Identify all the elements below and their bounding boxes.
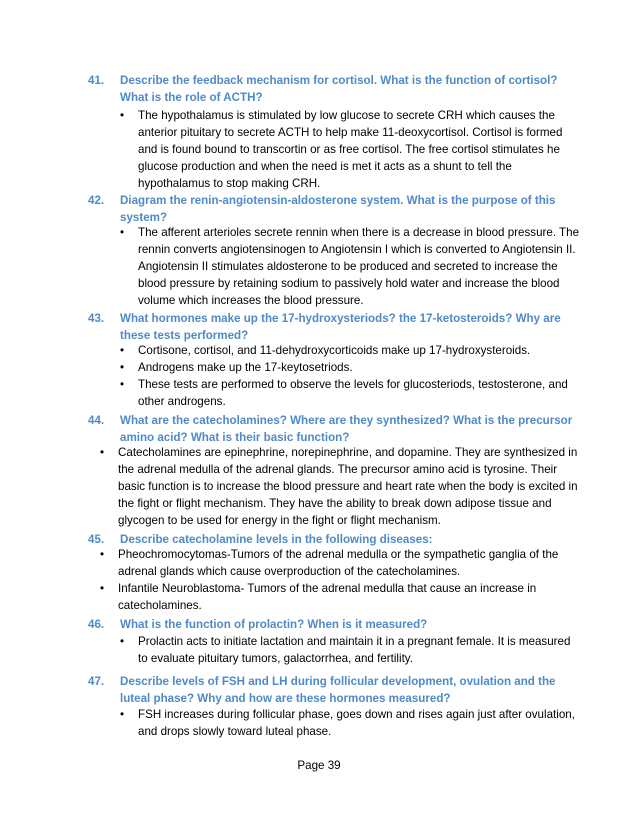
answer-text: Androgens make up the 17-keytosetriods. — [138, 361, 353, 374]
answer-bullet — [100, 444, 580, 529]
answer-bullet — [120, 706, 580, 740]
answer-text: Infantile Neuroblastoma- Tumors of the adrenal medulla that cause an increase in catecholamines. — [118, 582, 537, 612]
answer-text: Pheochromocytomas-Tumors of the adrenal medulla or the sympathetic ganglia of the adrenal glands which cause overproduction of the catecholamines. — [118, 548, 559, 578]
answer-bullet — [100, 546, 580, 580]
question-44 — [88, 412, 580, 446]
answer-bullet — [120, 342, 580, 359]
bullet-icon: • — [120, 708, 125, 721]
answer-text: The afferent arterioles secrete rennin when there is a decrease in blood pressure. The rennin converts angiotensinogen to Angiotensin I which is converted to Angiotensin II. Angiotensin II stimulates aldosterone to be produced and secreted to increase the blood pressure by retaining sodium to passively hold water and increase the blood volume which increases the blood pressure. — [138, 226, 580, 307]
question-number: 43. — [88, 312, 105, 325]
question-number: 44. — [88, 414, 105, 427]
question-47 — [88, 673, 580, 707]
question-number: 41. — [88, 74, 105, 87]
question-text: Describe levels of FSH and LH during follicular development, ovulation and the luteal phase? Why and how are these hormones measured? — [120, 675, 556, 705]
question-text: What is the function of prolactin? When is it measured? — [120, 618, 428, 631]
bullet-icon: • — [120, 226, 125, 239]
page-number: Page 39 — [297, 759, 341, 772]
question-number: 42. — [88, 194, 105, 207]
question-41 — [88, 72, 580, 106]
answer-text: Prolactin acts to initiate lactation and maintain it in a pregnant female. It is measured to evaluate pituitary tumors, galactorrhea, and fertility. — [138, 635, 571, 665]
answer-text: These tests are performed to observe the levels for glucosteriods, testosterone, and other androgens. — [138, 378, 568, 408]
bullet-icon: • — [120, 344, 125, 357]
question-46 — [88, 616, 580, 633]
answer-text: FSH increases during follicular phase, goes down and rises again just after ovulation, and drops slowly toward luteal phase. — [138, 708, 575, 738]
question-number: 45. — [88, 533, 105, 546]
question-number: 46. — [88, 618, 105, 631]
bullet-icon: • — [120, 361, 125, 374]
question-text: Diagram the renin-angiotensin-aldosterone system. What is the purpose of this system? — [120, 194, 556, 224]
bullet-icon: • — [100, 548, 105, 561]
question-43 — [88, 310, 580, 344]
question-text: Describe catecholamine levels in the following diseases: — [120, 533, 433, 546]
answer-bullet — [120, 359, 580, 376]
answer-bullet — [120, 376, 580, 410]
question-text: Describe the feedback mechanism for cortisol. What is the function of cortisol? What is the role of ACTH? — [120, 74, 558, 104]
bullet-icon: • — [120, 635, 125, 648]
bullet-icon: • — [100, 582, 105, 595]
question-number: 47. — [88, 675, 105, 688]
answer-text: Catecholamines are epinephrine, norepinephrine, and dopamine. They are synthesized in the adrenal medulla of the adrenal glands. The precursor amino acid is tyrosine. Their basic function is to increase the blood pressure and heart rate when the body is excited in the fight or flight mechanism. They have the ability to break down adipose tissue and glycogen to be used for energy in the fight or flight mechanism. — [118, 446, 578, 527]
bullet-icon: • — [120, 109, 125, 122]
answer-bullet — [120, 224, 580, 309]
answer-text: Cortisone, cortisol, and 11-dehydroxycorticoids make up 17-hydroxysteroids. — [138, 344, 531, 357]
answer-text: The hypothalamus is stimulated by low glucose to secrete CRH which causes the anterior pituitary to secrete ACTH to help make 11-deoxycortisol. Cortisol is formed and is found bound to transcortin or as free cortisol. The free cortisol stimulates he glucose production and when the need is met it acts as a shunt to tell the hypothalamus to stop making CRH. — [138, 109, 563, 190]
bullet-icon: • — [120, 378, 125, 391]
question-text: What hormones make up the 17-hydroxysteriods? the 17-ketosteroids? Why are these tests performed? — [120, 312, 561, 342]
question-text: What are the catecholamines? Where are they synthesized? What is the precursor amino acid? What is their basic function? — [120, 414, 573, 444]
bullet-icon: • — [100, 446, 105, 459]
answer-bullet — [120, 107, 580, 192]
answer-bullet — [100, 580, 580, 614]
answer-bullet — [120, 633, 580, 667]
question-42 — [88, 192, 580, 226]
